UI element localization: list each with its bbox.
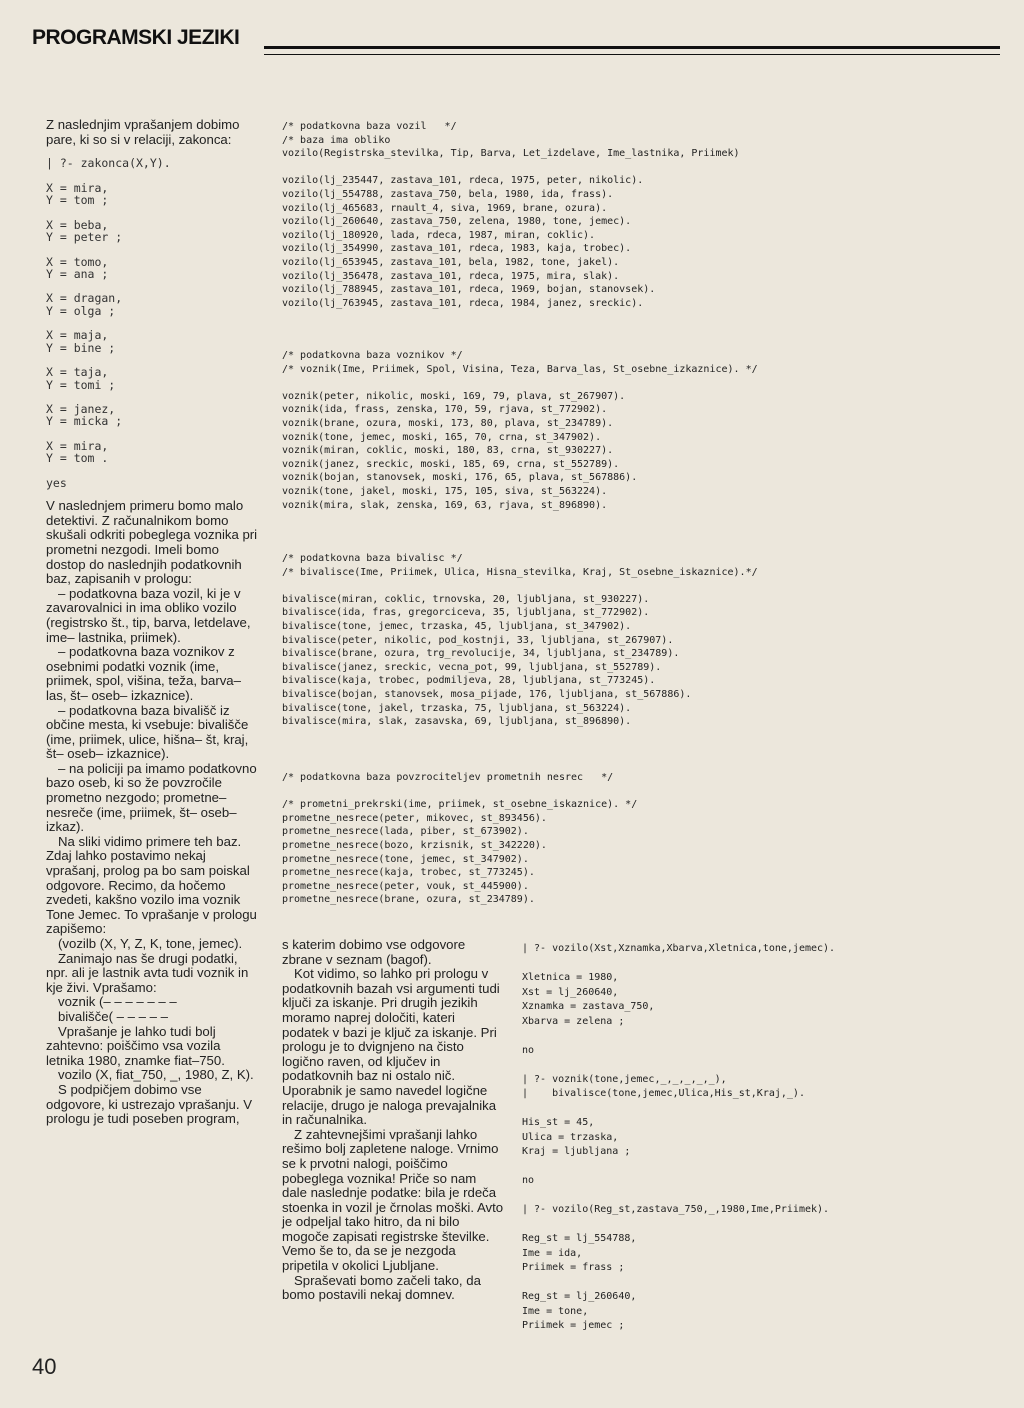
query-line: Y = peter ; bbox=[46, 229, 123, 244]
zakonca-query bbox=[46, 157, 258, 489]
query-line bbox=[522, 1276, 835, 1291]
query-line: X = maja, bbox=[46, 328, 109, 343]
code-line: bivalisce(mira, slak, zasavska, 69, ljubljana, st_896890). bbox=[282, 716, 632, 728]
query-line: Kraj = ljubljana ; bbox=[522, 1146, 631, 1157]
vozilo-listing bbox=[282, 120, 740, 310]
body-paragraph: (vozilb (X, Y, Z, K, tone, jemec). bbox=[58, 936, 243, 952]
query-line: X = beba, bbox=[46, 217, 109, 232]
code-line: bivalisce(tone, jakel, trzaska, 75, ljubljana, st_563224). bbox=[282, 702, 632, 714]
query-line: X = janez, bbox=[46, 402, 116, 417]
code-line: vozilo(lj_763945, zastava_101, rdeca, 1984, janez, sreckic). bbox=[282, 297, 644, 309]
query-line: X = mira, bbox=[46, 439, 109, 454]
body-paragraph: s katerim dobimo vse odgovore zbrane v seznam (bagof). bbox=[282, 937, 466, 967]
query-line bbox=[522, 1218, 835, 1233]
code-line: voznik(brane, ozura, moski, 173, 80, plava, st_234789). bbox=[282, 417, 614, 429]
query-line: no bbox=[522, 1044, 535, 1056]
code-line: vozilo(lj_788945, zastava_101, rdeca, 1969, bojan, stanovsek). bbox=[282, 284, 656, 296]
query-line: no bbox=[522, 1175, 535, 1186]
code-line: prometne_nesrece(kaja, trobec, st_773245). bbox=[282, 867, 535, 879]
body-paragraph: Na sliki vidimo primere teh baz. Zdaj lahko postavimo nekaj vprašanj, prolog pa bo sam poiskal odgovore. Recimo, da hočemo zvedeti, kakšno vozilo ima voznik Tone Jemec. To vprašanje v prologu zapišemo: bbox=[46, 833, 257, 937]
body-paragraph: Zanimajo nas še drugi podatki, npr. ali je lastnik avta tudi voznik in kje živi. Vprašamo: bbox=[46, 950, 249, 995]
query-line: Y = micka ; bbox=[46, 414, 123, 429]
code-line: vozilo(lj_653945, zastava_101, bela, 1982, tone, jakel). bbox=[282, 256, 620, 268]
code-line bbox=[282, 376, 758, 390]
code-line: voznik(mira, slak, zenska, 169, 63, rjava, st_896890). bbox=[282, 499, 608, 511]
body-paragraph: Spraševati bomo začeli tako, da bomo postavili nekaj domnev. bbox=[282, 1272, 481, 1303]
code-line: vozilo(lj_235447, zastava_101, rdeca, 1975, peter, nikolic). bbox=[282, 175, 644, 187]
code-line bbox=[282, 161, 740, 175]
body-paragraph: – podatkovna baza voznikov z osebnimi podatki voznik (ime, priimek, spol, višina, teža, barva–las, št– oseb– izkaznice). bbox=[46, 644, 241, 703]
query-line bbox=[522, 1029, 835, 1044]
query-line: yes bbox=[46, 475, 67, 490]
code-line: prometne_nesrece(brane, ozura, st_234789). bbox=[282, 894, 535, 906]
body-paragraph: S podpičjem dobimo vse odgovore, ki ustrezajo vprašanju. V prologu je tudi poseben program, bbox=[46, 1081, 252, 1127]
query-line: Y = tom ; bbox=[46, 193, 109, 208]
left-paragraphs bbox=[46, 499, 258, 1127]
query-line bbox=[522, 1189, 835, 1204]
code-line: /* podatkovna baza voznikov */ bbox=[282, 350, 463, 361]
code-line: bivalisce(bojan, stanovsek, mosa_pijade, 176, ljubljana, st_567886). bbox=[282, 688, 692, 700]
query-line: Y = ana ; bbox=[46, 266, 109, 281]
query-line bbox=[522, 957, 835, 972]
query-line: X = taja, bbox=[46, 365, 109, 380]
code-line: /* voznik(Ime, Priimek, Spol, Visina, Teza, Barva_las, St_osebne_izkaznice). */ bbox=[282, 363, 758, 375]
body-paragraph: voznik (– – – – – – – bbox=[58, 994, 177, 1010]
query-line: | ?- vozilo(Reg_st,zastava_750,_,1980,Ime,Priimek). bbox=[522, 1204, 830, 1215]
body-paragraph: – podatkovna baza vozil, ki je v zavarovalnici in ima obliko vozilo (registrsko št., tip, barva, letdelave, ime– lastnika, priimek). bbox=[46, 585, 251, 645]
bivalisce-listing bbox=[282, 552, 758, 729]
code-line: prometne_nesrece(peter, mikovec, st_893456). bbox=[282, 812, 547, 824]
code-line: vozilo(lj_554788, zastava_750, bela, 1980, ida, frass). bbox=[282, 188, 614, 200]
code-line: prometne_nesrece(bozo, krzisnik, st_342220). bbox=[282, 839, 547, 851]
code-line: voznik(ida, frass, zenska, 170, 59, rjava, st_772902). bbox=[282, 404, 608, 416]
body-paragraph: Kot vidimo, so lahko pri prologu v podatkovnih bazah vsi argumenti tudi ključi za iskanje. Pri drugih jezikih moramo naprej določiti, kateri podatek v bazi je ključ za iskanje. Pri prologu je to dvignjeno na čisto logično raven, od ključev in podatkovnih baz ni ostalo nič. Uporabnik je samo navedel logične relacije, drugo je naloga prevajalnika in računalnika. bbox=[282, 966, 500, 1128]
code-line: vozilo(lj_260640, zastava_750, zelena, 1980, tone, jemec). bbox=[282, 216, 632, 228]
query-line: X = mira, bbox=[46, 180, 109, 195]
section-title: PROGRAMSKI JEZIKI bbox=[32, 26, 240, 49]
body-paragraph: – podatkovna baza bivališč iz občine mesta, ki vsebuje: bivališče (ime, priimek, ulice, hišna– št, kraj, št– oseb– izkaznice). bbox=[46, 702, 249, 762]
code-line: /* podatkovna baza povzrociteljev prometnih nesrec */ bbox=[282, 772, 614, 783]
query-line: | ?- zakonca(X,Y). bbox=[46, 156, 171, 171]
code-line: voznik(bojan, stanovsek, moski, 176, 65, plava, st_567886). bbox=[282, 472, 638, 484]
query-line: Ime = tone, bbox=[522, 1305, 589, 1317]
intro-paragraph: Z naslednjim vprašanjem dobimo pare, ki so si v relaciji, zakonca: bbox=[46, 117, 240, 147]
query-line: X = dragan, bbox=[46, 291, 123, 306]
code-line: vozilo(Registrska_stevilka, Tip, Barva, Let_izdelave, Ime_lastnika, Priimek) bbox=[282, 148, 740, 160]
queries-listing bbox=[522, 942, 835, 1334]
code-line: voznik(tone, jemec, moski, 165, 70, crna, st_347902). bbox=[282, 431, 602, 443]
query-line bbox=[522, 1058, 835, 1073]
code-line: prometne_nesrece(peter, vouk, st_445900). bbox=[282, 880, 529, 892]
body-paragraph: V naslednjem primeru bomo malo detektivi. Z računalnikom bomo skušali odkriti pobeglega voznika pri prometni nezgodi. Imeli bomo dostop do naslednjih podatkovnih baz, zapisanih v prologu: bbox=[46, 498, 258, 587]
code-line: voznik(janez, sreckic, moski, 185, 69, crna, st_552789). bbox=[282, 458, 620, 470]
query-line: Y = bine ; bbox=[46, 340, 116, 355]
query-line: Xst = lj_260640, bbox=[522, 986, 619, 998]
code-line: bivalisce(miran, coklic, trnovska, 20, ljubljana, st_930227). bbox=[282, 593, 650, 605]
query-line: Xbarva = zelena ; bbox=[522, 1015, 625, 1027]
code-line: bivalisce(tone, jemec, trzaska, 45, ljubljana, st_347902). bbox=[282, 620, 632, 632]
code-line: prometne_nesrece(lada, piber, st_673902). bbox=[282, 826, 529, 838]
code-line: bivalisce(janez, sreckic, vecna_pot, 99, ljubljana, st_552789). bbox=[282, 661, 662, 673]
query-line: | bivalisce(tone,jemec,Ulica,His_st,Kraj,_). bbox=[522, 1088, 805, 1099]
query-line: Y = tomi ; bbox=[46, 377, 116, 392]
body-paragraph: Vprašanje je lahko tudi bolj zahtevno: poiščimo vsa vozila letnika 1980, znamke fiat–750. bbox=[46, 1023, 225, 1068]
code-line: vozilo(lj_465683, rnault_4, siva, 1969, brane, ozura). bbox=[282, 202, 608, 214]
query-line: Xletnica = 1980, bbox=[522, 972, 619, 983]
code-line: bivalisce(peter, nikolic, pod_kostnji, 33, ljubljana, st_267907). bbox=[282, 634, 674, 646]
code-line: vozilo(lj_180920, lada, rdeca, 1987, miran, coklic). bbox=[282, 229, 596, 241]
page-header bbox=[32, 26, 1000, 60]
query-line: Priimek = jemec ; bbox=[522, 1320, 625, 1331]
header-rule bbox=[264, 46, 1000, 55]
query-line: His_st = 45, bbox=[522, 1117, 595, 1128]
query-line bbox=[46, 465, 258, 477]
query-line: Xznamka = zastava_750, bbox=[522, 1001, 655, 1012]
code-line: vozilo(lj_356478, zastava_101, rdeca, 1975, mira, slak). bbox=[282, 270, 620, 282]
query-line: X = tomo, bbox=[46, 254, 109, 269]
query-line: Ime = ida, bbox=[522, 1247, 583, 1259]
code-line: voznik(miran, coklic, moski, 180, 83, crna, st_930227). bbox=[282, 445, 614, 457]
query-line: Priimek = frass ; bbox=[522, 1262, 625, 1273]
code-line: /* bivalisce(Ime, Priimek, Ulica, Hisna_stevilka, Kraj, St_osebne_iskaznice).*/ bbox=[282, 566, 758, 578]
code-line: vozilo(lj_354990, zastava_101, rdeca, 1983, kaja, trobec). bbox=[282, 243, 632, 255]
code-line: bivalisce(kaja, trobec, podmiljeva, 28, ljubljana, st_773245). bbox=[282, 675, 656, 687]
query-line: Reg_st = lj_554788, bbox=[522, 1233, 637, 1244]
query-line: Y = tom . bbox=[46, 451, 109, 466]
query-line: Ulica = trzaska, bbox=[522, 1131, 619, 1143]
body-paragraph: bivališče( – – – – – bbox=[58, 1008, 168, 1024]
query-line: Y = olga ; bbox=[46, 303, 116, 318]
query-line: | ?- vozilo(Xst,Xznamka,Xbarva,Xletnica,tone,jemec). bbox=[522, 943, 836, 954]
voznik-listing bbox=[282, 349, 758, 512]
code-line bbox=[282, 579, 758, 593]
code-line: /* prometni_prekrski(ime, priimek, st_osebne_iskaznice). */ bbox=[282, 799, 638, 811]
body-paragraph: vozilo (X, fiat_750, _, 1980, Z, K). bbox=[58, 1067, 254, 1083]
query-line bbox=[46, 169, 258, 181]
code-line: voznik(tone, jakel, moski, 175, 105, siva, st_563224). bbox=[282, 485, 608, 497]
code-line: /* podatkovna baza bivalisc */ bbox=[282, 553, 463, 564]
left-column bbox=[46, 118, 258, 1127]
page-number: 40 bbox=[32, 1354, 57, 1379]
middle-paragraphs bbox=[282, 938, 504, 1303]
body-paragraph: Z zahtevnejšimi vprašanji lahko rešimo bolj zapletene naloge. Vrnimo se k prvotni nalogi, poiščimo pobeglega voznika! Priče so nam dale naslednje podatke: bila je rdeča stoenka in vozil je črnolas moški. Avto je odpeljal tako hitro, da ni bilo mogoče zapisati registrske številke. Vemo še to, da se je nezgoda pripetila v okolici Ljubljane. bbox=[282, 1126, 504, 1274]
code-line: bivalisce(brane, ozura, trg_revolucije, 34, ljubljana, st_234789). bbox=[282, 648, 680, 660]
query-line bbox=[46, 243, 258, 255]
query-line bbox=[522, 1102, 835, 1117]
code-line bbox=[282, 785, 637, 799]
code-line: voznik(peter, nikolic, moski, 169, 79, plava, st_267907). bbox=[282, 390, 626, 402]
query-line: | ?- voznik(tone,jemec,_,_,_,_,_), bbox=[522, 1073, 727, 1085]
code-line: bivalisce(ida, fras, gregorciceva, 35, ljubljana, st_772902). bbox=[282, 607, 650, 619]
body-paragraph: – na policiji pa imamo podatkovno bazo oseb, ki so že povzročile prometno nezgodo; prometne– nesreče (ime, priimek, št– oseb– izkaz). bbox=[46, 760, 257, 835]
nesrece-listing bbox=[282, 771, 637, 907]
code-line: prometne_nesrece(tone, jemec, st_347902). bbox=[282, 853, 529, 865]
query-line: Reg_st = lj_260640, bbox=[522, 1291, 637, 1302]
query-line bbox=[46, 206, 258, 218]
query-line bbox=[522, 1160, 835, 1175]
code-line: /* podatkovna baza vozil */ bbox=[282, 121, 457, 132]
code-line: /* baza ima obliko bbox=[282, 134, 391, 146]
middle-column bbox=[282, 938, 504, 1303]
